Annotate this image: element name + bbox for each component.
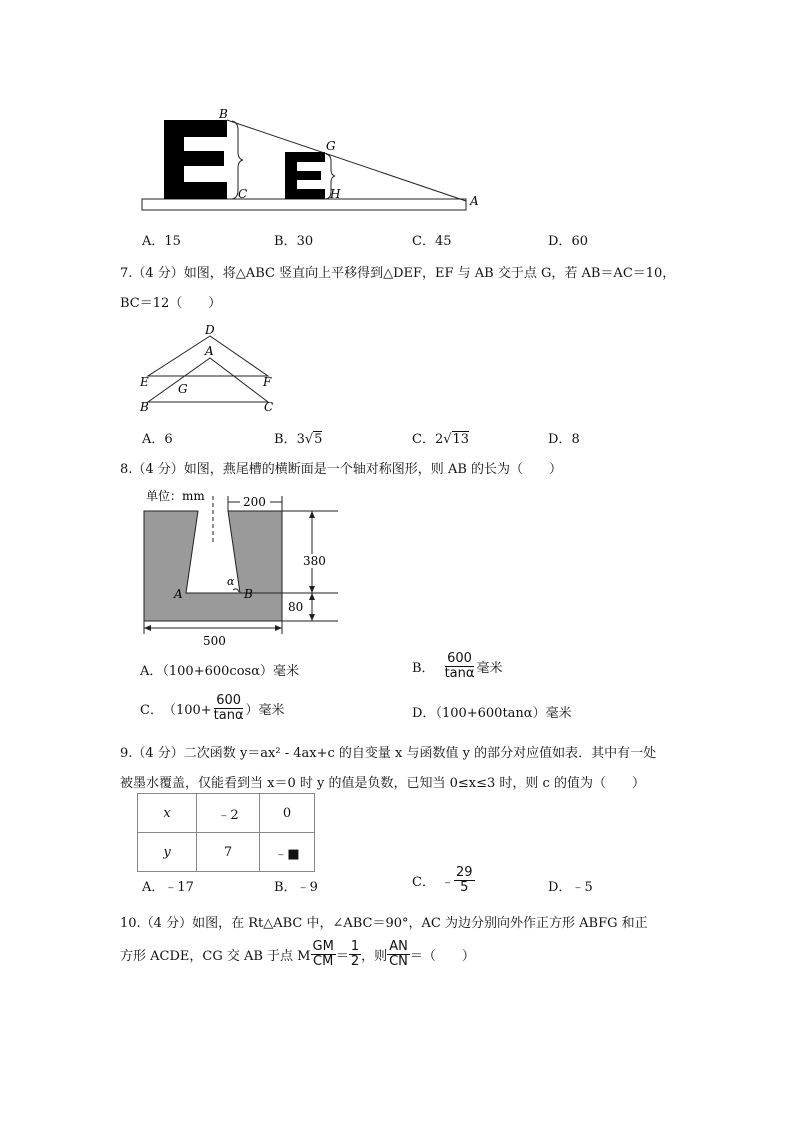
- q8-label-a: A: [174, 587, 183, 601]
- q9-stem-line2: 被墨水覆盖，仅能看到当 x＝0 时 y 的值是负数，已知当 0≤x≤3 时，则 c 的值为（ ）: [120, 776, 645, 791]
- q8-dim-200-label: 200: [243, 495, 266, 509]
- table-cell: 7: [197, 833, 260, 872]
- q7-label-g: G: [178, 382, 188, 396]
- table-cell: y: [138, 833, 197, 872]
- q9-value-table: [137, 793, 315, 872]
- q7-option-c: C．2√13: [412, 432, 470, 447]
- q8-option-a: A．（100+600cosα）毫米: [140, 664, 299, 679]
- q7-label-b: B: [140, 400, 149, 414]
- q6-ground: [142, 199, 466, 210]
- q9-option-a: A．﹣17: [142, 880, 194, 895]
- q7-option-a: A．6: [142, 432, 173, 447]
- q9-option-d: D．﹣5: [548, 880, 593, 895]
- q6-label-a: A: [470, 194, 479, 208]
- q6-option-d: D．60: [548, 234, 588, 249]
- q7-stem-line1: 7.（4 分）如图，将△ABC 竖直向上平移得到△DEF，EF 与 AB 交于点 G，若 AB＝AC＝10，: [120, 266, 676, 281]
- q8-option-b: B． $\frac{600}{\tan\alpha}$ 毫米: [412, 651, 503, 681]
- q6-small-e: [285, 152, 325, 199]
- q6-big-e: [164, 120, 227, 199]
- q9-stem-line1: 9.（4 分）二次函数 y＝ax² - 4ax+c 的自变量 x 与函数值 y 的部分对应值如表．其中有一处: [120, 746, 657, 761]
- q10-stem-line1: 10.（4 分）如图，在 Rt△ABC 中，∠ABC＝90°，AC 为边分别向外作正方形 ABFG 和正: [120, 916, 648, 931]
- q7-label-a: A: [205, 344, 214, 358]
- q7-label-c: C: [264, 400, 274, 414]
- q8-option-d: D．（100+600tanα）毫米: [412, 706, 572, 721]
- table-row: [138, 794, 315, 833]
- q7-label-f: F: [263, 375, 272, 389]
- q6-label-g: G: [326, 139, 336, 153]
- q6-label-h: H: [330, 187, 341, 201]
- q8-arrow-mid-up: [309, 586, 315, 593]
- q8-arrow-mid-down: [309, 593, 315, 600]
- q8-dim-500-label: 500: [203, 634, 226, 648]
- q6-option-b: B．30: [274, 234, 314, 249]
- q10-stem-line2: 方形 ACDE，CG 交 AB 于点 M $\frac{GM}{CM}$ ＝ $\frac{1}{2}$ ，则 $\frac{AN}{CN}$ ＝（ ）: [120, 939, 475, 969]
- table-cell: ﹣■: [260, 833, 315, 872]
- q8-dim-80-label: 80: [288, 600, 304, 614]
- q7-label-d: D: [205, 323, 215, 337]
- q6-label-b: B: [219, 107, 228, 121]
- q9-option-b: B．﹣9: [274, 880, 318, 895]
- q7-label-e: E: [140, 375, 149, 389]
- q8-figure: [136, 484, 366, 650]
- q8-stem-line1: 8.（4 分）如图，燕尾槽的横断面是一个轴对称图形，则 AB 的长为（ ）: [120, 462, 563, 477]
- q9-option-c: C． ﹣ $\frac{29}{5}$: [412, 865, 473, 895]
- q8-arrow-top: [309, 511, 315, 518]
- q8-dim-380-label: 380: [303, 554, 326, 568]
- q7-stem-line2: BC＝12（ ）: [120, 296, 222, 311]
- q6-option-c: C．45: [412, 234, 452, 249]
- table-cell: ﹣2: [197, 794, 260, 833]
- q8-arrow-left: [144, 625, 151, 631]
- q8-arrow-right: [275, 625, 282, 631]
- q6-option-a: A．15: [142, 234, 181, 249]
- table-cell: x: [138, 794, 197, 833]
- q8-option-c: C． （100+ $\frac{600}{\tan\alpha}$ ）毫米: [140, 693, 285, 723]
- q6-label-c: C: [238, 187, 248, 201]
- table-cell: 0: [260, 794, 315, 833]
- q8-angle-arc: [233, 589, 239, 592]
- q8-arrow-bottom: [309, 614, 315, 621]
- q7-option-b: B．3√5: [274, 432, 323, 447]
- q7-option-d: D．8: [548, 432, 580, 447]
- q6-sight-line: [227, 120, 466, 201]
- table-row: [138, 833, 315, 872]
- q8-label-alpha: α: [227, 575, 235, 588]
- q8-unit-label: 单位：mm: [146, 489, 205, 503]
- q8-label-b: B: [244, 587, 253, 601]
- q6-figure: [140, 104, 490, 216]
- q7-figure: [136, 320, 286, 415]
